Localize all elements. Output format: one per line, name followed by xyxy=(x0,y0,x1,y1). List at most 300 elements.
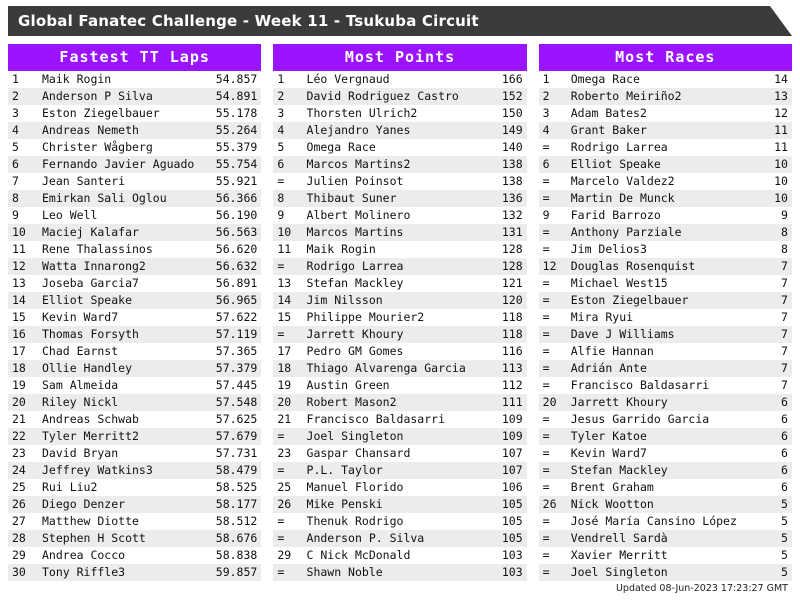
row-driver-name: Jim Nilsson xyxy=(306,293,383,307)
row-value: 11 xyxy=(774,140,788,154)
row-driver-name: Marcos Martins2 xyxy=(306,157,411,171)
table-row xyxy=(8,513,261,530)
row-position: 13 xyxy=(12,276,26,290)
row-position: = xyxy=(542,531,550,545)
row-driver-name: Gaspar Chansard xyxy=(306,446,411,460)
row-position: = xyxy=(277,259,285,273)
row-value: 138 xyxy=(501,157,523,171)
row-position: 18 xyxy=(12,361,26,375)
row-position: = xyxy=(542,191,550,205)
row-position: 17 xyxy=(12,344,26,358)
row-driver-name: Joel Singleton xyxy=(306,429,404,443)
row-value: 55.754 xyxy=(215,157,258,171)
row-driver-name: Manuel Florido xyxy=(306,480,404,494)
row-value: 7 xyxy=(781,293,788,307)
row-driver-name: P.L. Taylor xyxy=(306,463,383,477)
row-value: 58.838 xyxy=(215,548,258,562)
panel-most-races xyxy=(539,44,792,581)
table-row xyxy=(8,207,261,224)
row-driver-name: Roberto Meiriño2 xyxy=(570,89,682,103)
row-value: 13 xyxy=(774,89,788,103)
row-driver-name: Emirkan Sali Oglou xyxy=(42,191,167,205)
row-position: 13 xyxy=(277,276,292,290)
row-position: 20 xyxy=(542,395,557,409)
row-value: 128 xyxy=(501,259,523,273)
table-row xyxy=(539,530,792,547)
row-value: 7 xyxy=(781,276,788,290)
row-position: 5 xyxy=(277,140,285,154)
row-value: 138 xyxy=(501,174,523,188)
row-driver-name: Maciej Kalafar xyxy=(42,225,139,239)
row-driver-name: Elliot Speake xyxy=(42,293,133,307)
row-value: 57.625 xyxy=(215,412,258,426)
row-position: = xyxy=(542,242,550,256)
row-position: 28 xyxy=(12,531,26,545)
row-value: 55.379 xyxy=(215,140,258,154)
table-row xyxy=(8,479,261,496)
row-value: 58.177 xyxy=(215,497,258,511)
row-driver-name: Grant Baker xyxy=(570,123,647,137)
table-row xyxy=(273,445,526,462)
row-position: 16 xyxy=(12,327,26,341)
table-row xyxy=(539,513,792,530)
row-value: 56.891 xyxy=(215,276,258,290)
row-position: 30 xyxy=(12,565,26,579)
row-value: 55.264 xyxy=(215,123,258,137)
table-row xyxy=(539,411,792,428)
row-driver-name: Andrea Cocco xyxy=(42,548,126,562)
row-value: 128 xyxy=(501,242,523,256)
table-row xyxy=(273,292,526,309)
table-row xyxy=(273,139,526,156)
row-position: = xyxy=(277,174,285,188)
row-position: 10 xyxy=(12,225,26,239)
title-bar-corner-cut xyxy=(770,6,792,36)
row-position: 12 xyxy=(542,259,557,273)
row-driver-name: Chad Earnst xyxy=(42,344,119,358)
row-value: 56.190 xyxy=(215,208,258,222)
row-position: 17 xyxy=(277,344,292,358)
row-position: = xyxy=(542,344,550,358)
row-driver-name: Adrián Ante xyxy=(570,361,647,375)
table-most-races xyxy=(539,71,792,581)
row-value: 7 xyxy=(781,327,788,341)
row-driver-name: Francisco Baldasarri xyxy=(306,412,445,426)
row-position: 24 xyxy=(12,463,26,477)
table-row xyxy=(273,258,526,275)
row-driver-name: Jeffrey Watkins3 xyxy=(42,463,153,477)
row-value: 6 xyxy=(781,463,788,477)
row-position: = xyxy=(277,565,285,579)
table-row xyxy=(8,377,261,394)
row-value: 6 xyxy=(781,429,788,443)
row-position: 20 xyxy=(12,395,26,409)
table-row xyxy=(8,394,261,411)
row-driver-name: Nick Wootton xyxy=(570,497,654,511)
table-row xyxy=(539,207,792,224)
row-position: = xyxy=(542,463,550,477)
table-row xyxy=(539,564,792,581)
table-row xyxy=(8,428,261,445)
row-value: 57.622 xyxy=(215,310,258,324)
row-position: 3 xyxy=(542,106,550,120)
row-driver-name: Elliot Speake xyxy=(570,157,661,171)
table-row xyxy=(8,258,261,275)
row-position: 8 xyxy=(277,191,285,205)
row-position: 19 xyxy=(277,378,292,392)
row-position: 9 xyxy=(12,208,19,222)
panel-title-most-points: Most Points xyxy=(273,44,526,71)
row-driver-name: Anderson P Silva xyxy=(42,89,153,103)
row-driver-name: Andreas Schwab xyxy=(42,412,139,426)
row-driver-name: Fernando Javier Aguado xyxy=(42,157,195,171)
table-row xyxy=(539,479,792,496)
row-driver-name: Austin Green xyxy=(306,378,390,392)
table-body-fastest-tt-laps xyxy=(8,71,261,581)
table-row xyxy=(8,156,261,173)
row-position: = xyxy=(542,412,550,426)
row-position: 9 xyxy=(277,208,285,222)
row-position: 7 xyxy=(12,174,19,188)
row-value: 116 xyxy=(501,344,523,358)
table-row xyxy=(539,326,792,343)
table-most-points xyxy=(273,71,526,581)
table-row xyxy=(273,564,526,581)
row-value: 7 xyxy=(781,259,788,273)
row-driver-name: Anderson P. Silva xyxy=(306,531,425,545)
table-row xyxy=(539,428,792,445)
panel-most-points xyxy=(273,44,526,581)
table-row xyxy=(8,173,261,190)
row-value: 7 xyxy=(781,310,788,324)
row-position: 15 xyxy=(12,310,26,324)
row-position: 2 xyxy=(542,89,550,103)
row-position: 11 xyxy=(277,242,292,256)
row-driver-name: David Bryan xyxy=(42,446,119,460)
row-driver-name: Watta Innarong2 xyxy=(42,259,146,273)
row-value: 132 xyxy=(501,208,523,222)
row-position: = xyxy=(542,225,550,239)
row-driver-name: Vendrell Sardà xyxy=(570,531,668,545)
row-value: 106 xyxy=(501,480,523,494)
row-value: 121 xyxy=(501,276,523,290)
table-row xyxy=(539,122,792,139)
row-position: 22 xyxy=(12,429,26,443)
row-driver-name: Tyler Merritt2 xyxy=(42,429,139,443)
row-value: 111 xyxy=(501,395,523,409)
row-value: 10 xyxy=(774,174,788,188)
row-driver-name: Omega Race xyxy=(306,140,376,154)
row-driver-name: Maik Rogin xyxy=(42,72,112,86)
table-row xyxy=(8,71,261,88)
row-position: 5 xyxy=(12,140,19,154)
table-row xyxy=(539,241,792,258)
table-row xyxy=(273,377,526,394)
row-position: 4 xyxy=(12,123,19,137)
row-value: 5 xyxy=(781,548,788,562)
table-row xyxy=(8,343,261,360)
row-position: = xyxy=(542,361,550,375)
row-driver-name: Shawn Noble xyxy=(306,565,383,579)
row-driver-name: Omega Race xyxy=(570,72,640,86)
table-row xyxy=(8,462,261,479)
row-value: 136 xyxy=(501,191,523,205)
row-position: 2 xyxy=(277,89,285,103)
table-row xyxy=(273,496,526,513)
row-value: 105 xyxy=(501,514,523,528)
row-value: 7 xyxy=(781,344,788,358)
row-value: 54.857 xyxy=(215,72,258,86)
row-value: 7 xyxy=(781,378,788,392)
row-value: 56.563 xyxy=(215,225,258,239)
table-row xyxy=(8,564,261,581)
table-row xyxy=(8,139,261,156)
row-value: 58.525 xyxy=(215,480,258,494)
table-row xyxy=(539,105,792,122)
table-row xyxy=(273,428,526,445)
row-driver-name: Stefan Mackley xyxy=(306,276,404,290)
row-driver-name: Maik Rogin xyxy=(306,242,376,256)
row-value: 8 xyxy=(781,242,788,256)
row-value: 56.965 xyxy=(215,293,258,307)
table-row xyxy=(273,224,526,241)
table-row xyxy=(8,190,261,207)
row-value: 11 xyxy=(774,123,788,137)
row-driver-name: Sam Almeida xyxy=(42,378,119,392)
table-row xyxy=(539,309,792,326)
row-position: 21 xyxy=(12,412,26,426)
row-value: 105 xyxy=(501,531,523,545)
row-position: = xyxy=(542,378,550,392)
row-value: 107 xyxy=(501,446,523,460)
title-bar xyxy=(8,6,792,36)
table-row xyxy=(273,394,526,411)
row-value: 152 xyxy=(501,89,523,103)
table-row xyxy=(539,462,792,479)
row-position: 26 xyxy=(277,497,292,511)
table-row xyxy=(273,513,526,530)
panel-title-most-races: Most Races xyxy=(539,44,792,71)
row-driver-name: Martin De Munck xyxy=(570,191,675,205)
table-row xyxy=(539,88,792,105)
row-value: 113 xyxy=(501,361,523,375)
row-value: 6 xyxy=(781,412,788,426)
row-driver-name: Rene Thalassinos xyxy=(42,242,153,256)
table-row xyxy=(273,462,526,479)
row-value: 57.379 xyxy=(215,361,258,375)
page-title: Global Fanatec Challenge - Week 11 - Tsukuba Circuit xyxy=(18,12,479,30)
row-value: 14 xyxy=(774,72,788,86)
table-row xyxy=(539,292,792,309)
row-value: 12 xyxy=(774,106,788,120)
row-position: = xyxy=(542,310,550,324)
row-value: 112 xyxy=(501,378,523,392)
table-row xyxy=(273,479,526,496)
row-value: 57.731 xyxy=(215,446,258,460)
row-position: 1 xyxy=(12,72,19,86)
table-row xyxy=(273,547,526,564)
row-value: 118 xyxy=(501,327,523,341)
row-driver-name: Tony Riffle3 xyxy=(42,565,126,579)
row-position: 25 xyxy=(12,480,26,494)
row-driver-name: Kevin Ward7 xyxy=(570,446,647,460)
table-row xyxy=(8,224,261,241)
row-driver-name: Anthony Parziale xyxy=(570,225,682,239)
row-position: 26 xyxy=(542,497,557,511)
row-driver-name: Thorsten Ulrich2 xyxy=(306,106,418,120)
row-driver-name: Rodrigo Larrea xyxy=(570,140,668,154)
table-body-most-races xyxy=(539,71,792,581)
row-driver-name: Christer Wågberg xyxy=(42,140,153,154)
table-row xyxy=(539,71,792,88)
row-value: 118 xyxy=(501,310,523,324)
table-row xyxy=(539,190,792,207)
row-position: = xyxy=(542,514,550,528)
panel-title-fastest-tt-laps: Fastest TT Laps xyxy=(8,44,261,71)
row-driver-name: Mira Ryui xyxy=(570,310,634,324)
row-value: 105 xyxy=(501,497,523,511)
updated-timestamp: Updated 08-Jun-2023 17:23:27 GMT xyxy=(615,583,788,594)
row-value: 166 xyxy=(501,72,523,86)
table-row xyxy=(539,275,792,292)
row-driver-name: Leo Well xyxy=(42,208,98,222)
row-value: 150 xyxy=(501,106,523,120)
row-position: = xyxy=(542,446,550,460)
row-value: 140 xyxy=(501,140,523,154)
row-value: 57.365 xyxy=(215,344,258,358)
row-driver-name: Eston Ziegelbauer xyxy=(42,106,160,120)
row-driver-name: Francisco Baldasarri xyxy=(570,378,710,392)
row-position: 4 xyxy=(542,123,550,137)
row-position: 29 xyxy=(12,548,26,562)
row-value: 5 xyxy=(781,514,788,528)
row-position: = xyxy=(277,463,285,477)
row-value: 8 xyxy=(781,225,788,239)
row-driver-name: Jim Delios3 xyxy=(570,242,647,256)
row-value: 6 xyxy=(781,446,788,460)
row-position: 21 xyxy=(277,412,292,426)
row-position: 18 xyxy=(277,361,292,375)
table-row xyxy=(273,122,526,139)
row-driver-name: Thiago Alvarenga Garcia xyxy=(306,361,466,375)
table-row xyxy=(539,360,792,377)
row-driver-name: Douglas Rosenquist xyxy=(570,259,696,273)
row-position: 3 xyxy=(12,106,19,120)
table-row xyxy=(273,105,526,122)
table-row xyxy=(273,241,526,258)
table-row xyxy=(273,343,526,360)
row-position: 26 xyxy=(12,497,26,511)
leaderboard-columns xyxy=(8,44,792,581)
row-position: 23 xyxy=(277,446,292,460)
row-value: 9 xyxy=(781,208,788,222)
table-row xyxy=(273,360,526,377)
table-row xyxy=(8,530,261,547)
row-driver-name: Rodrigo Larrea xyxy=(306,259,404,273)
row-position: 29 xyxy=(277,548,292,562)
row-driver-name: Marcelo Valdez2 xyxy=(570,174,675,188)
row-position: 6 xyxy=(12,157,19,171)
row-driver-name: Jean Santeri xyxy=(42,174,126,188)
table-row xyxy=(8,122,261,139)
table-row xyxy=(273,71,526,88)
row-driver-name: Andreas Nemeth xyxy=(42,123,139,137)
table-row xyxy=(539,156,792,173)
row-driver-name: Albert Molinero xyxy=(306,208,411,222)
table-row xyxy=(273,207,526,224)
row-driver-name: C Nick McDonald xyxy=(306,548,411,562)
row-driver-name: David Rodriguez Castro xyxy=(306,89,459,103)
row-value: 57.119 xyxy=(215,327,258,341)
row-position: = xyxy=(542,480,550,494)
row-driver-name: Jarrett Khoury xyxy=(306,327,404,341)
row-driver-name: Jesus Garrido Garcia xyxy=(570,412,710,426)
row-value: 5 xyxy=(781,531,788,545)
row-position: = xyxy=(542,174,550,188)
table-row xyxy=(539,139,792,156)
row-driver-name: Alfie Hannan xyxy=(570,344,654,358)
row-position: 8 xyxy=(12,191,19,205)
row-value: 55.178 xyxy=(215,106,258,120)
row-position: = xyxy=(277,514,285,528)
row-value: 103 xyxy=(501,548,523,562)
row-value: 58.512 xyxy=(215,514,258,528)
row-position: 10 xyxy=(277,225,292,239)
table-row xyxy=(8,411,261,428)
row-value: 149 xyxy=(501,123,523,137)
table-row xyxy=(8,275,261,292)
table-row xyxy=(8,88,261,105)
table-row xyxy=(8,105,261,122)
row-position: = xyxy=(542,548,550,562)
row-value: 56.366 xyxy=(215,191,258,205)
row-position: 1 xyxy=(542,72,550,86)
row-position: 15 xyxy=(277,310,292,324)
row-position: = xyxy=(542,140,550,154)
row-position: 12 xyxy=(12,259,26,273)
row-position: = xyxy=(542,293,550,307)
row-position: 20 xyxy=(277,395,292,409)
row-driver-name: Joel Singleton xyxy=(570,565,668,579)
row-driver-name: Alejandro Yanes xyxy=(306,123,411,137)
table-row xyxy=(273,275,526,292)
row-driver-name: Joseba Garcia7 xyxy=(42,276,139,290)
row-value: 57.445 xyxy=(215,378,258,392)
row-driver-name: Riley Nickl xyxy=(42,395,119,409)
row-position: 6 xyxy=(542,157,550,171)
row-driver-name: Diego Denzer xyxy=(42,497,126,511)
table-row xyxy=(8,547,261,564)
row-driver-name: Xavier Merritt xyxy=(570,548,668,562)
row-value: 56.632 xyxy=(215,259,258,273)
row-position: 6 xyxy=(277,157,285,171)
row-driver-name: Dave J Williams xyxy=(570,327,675,341)
row-value: 10 xyxy=(774,157,788,171)
row-driver-name: José María Cansino López xyxy=(570,514,737,528)
row-position: 1 xyxy=(277,72,285,86)
table-row xyxy=(273,190,526,207)
row-value: 5 xyxy=(781,497,788,511)
panel-fastest-tt-laps xyxy=(8,44,261,581)
row-driver-name: Robert Mason2 xyxy=(306,395,397,409)
table-row xyxy=(8,326,261,343)
row-driver-name: Ollie Handley xyxy=(42,361,133,375)
row-driver-name: Pedro GM Gomes xyxy=(306,344,404,358)
row-position: 11 xyxy=(12,242,26,256)
table-fastest-tt-laps xyxy=(8,71,261,581)
table-row xyxy=(273,88,526,105)
table-body-most-points xyxy=(273,71,526,581)
